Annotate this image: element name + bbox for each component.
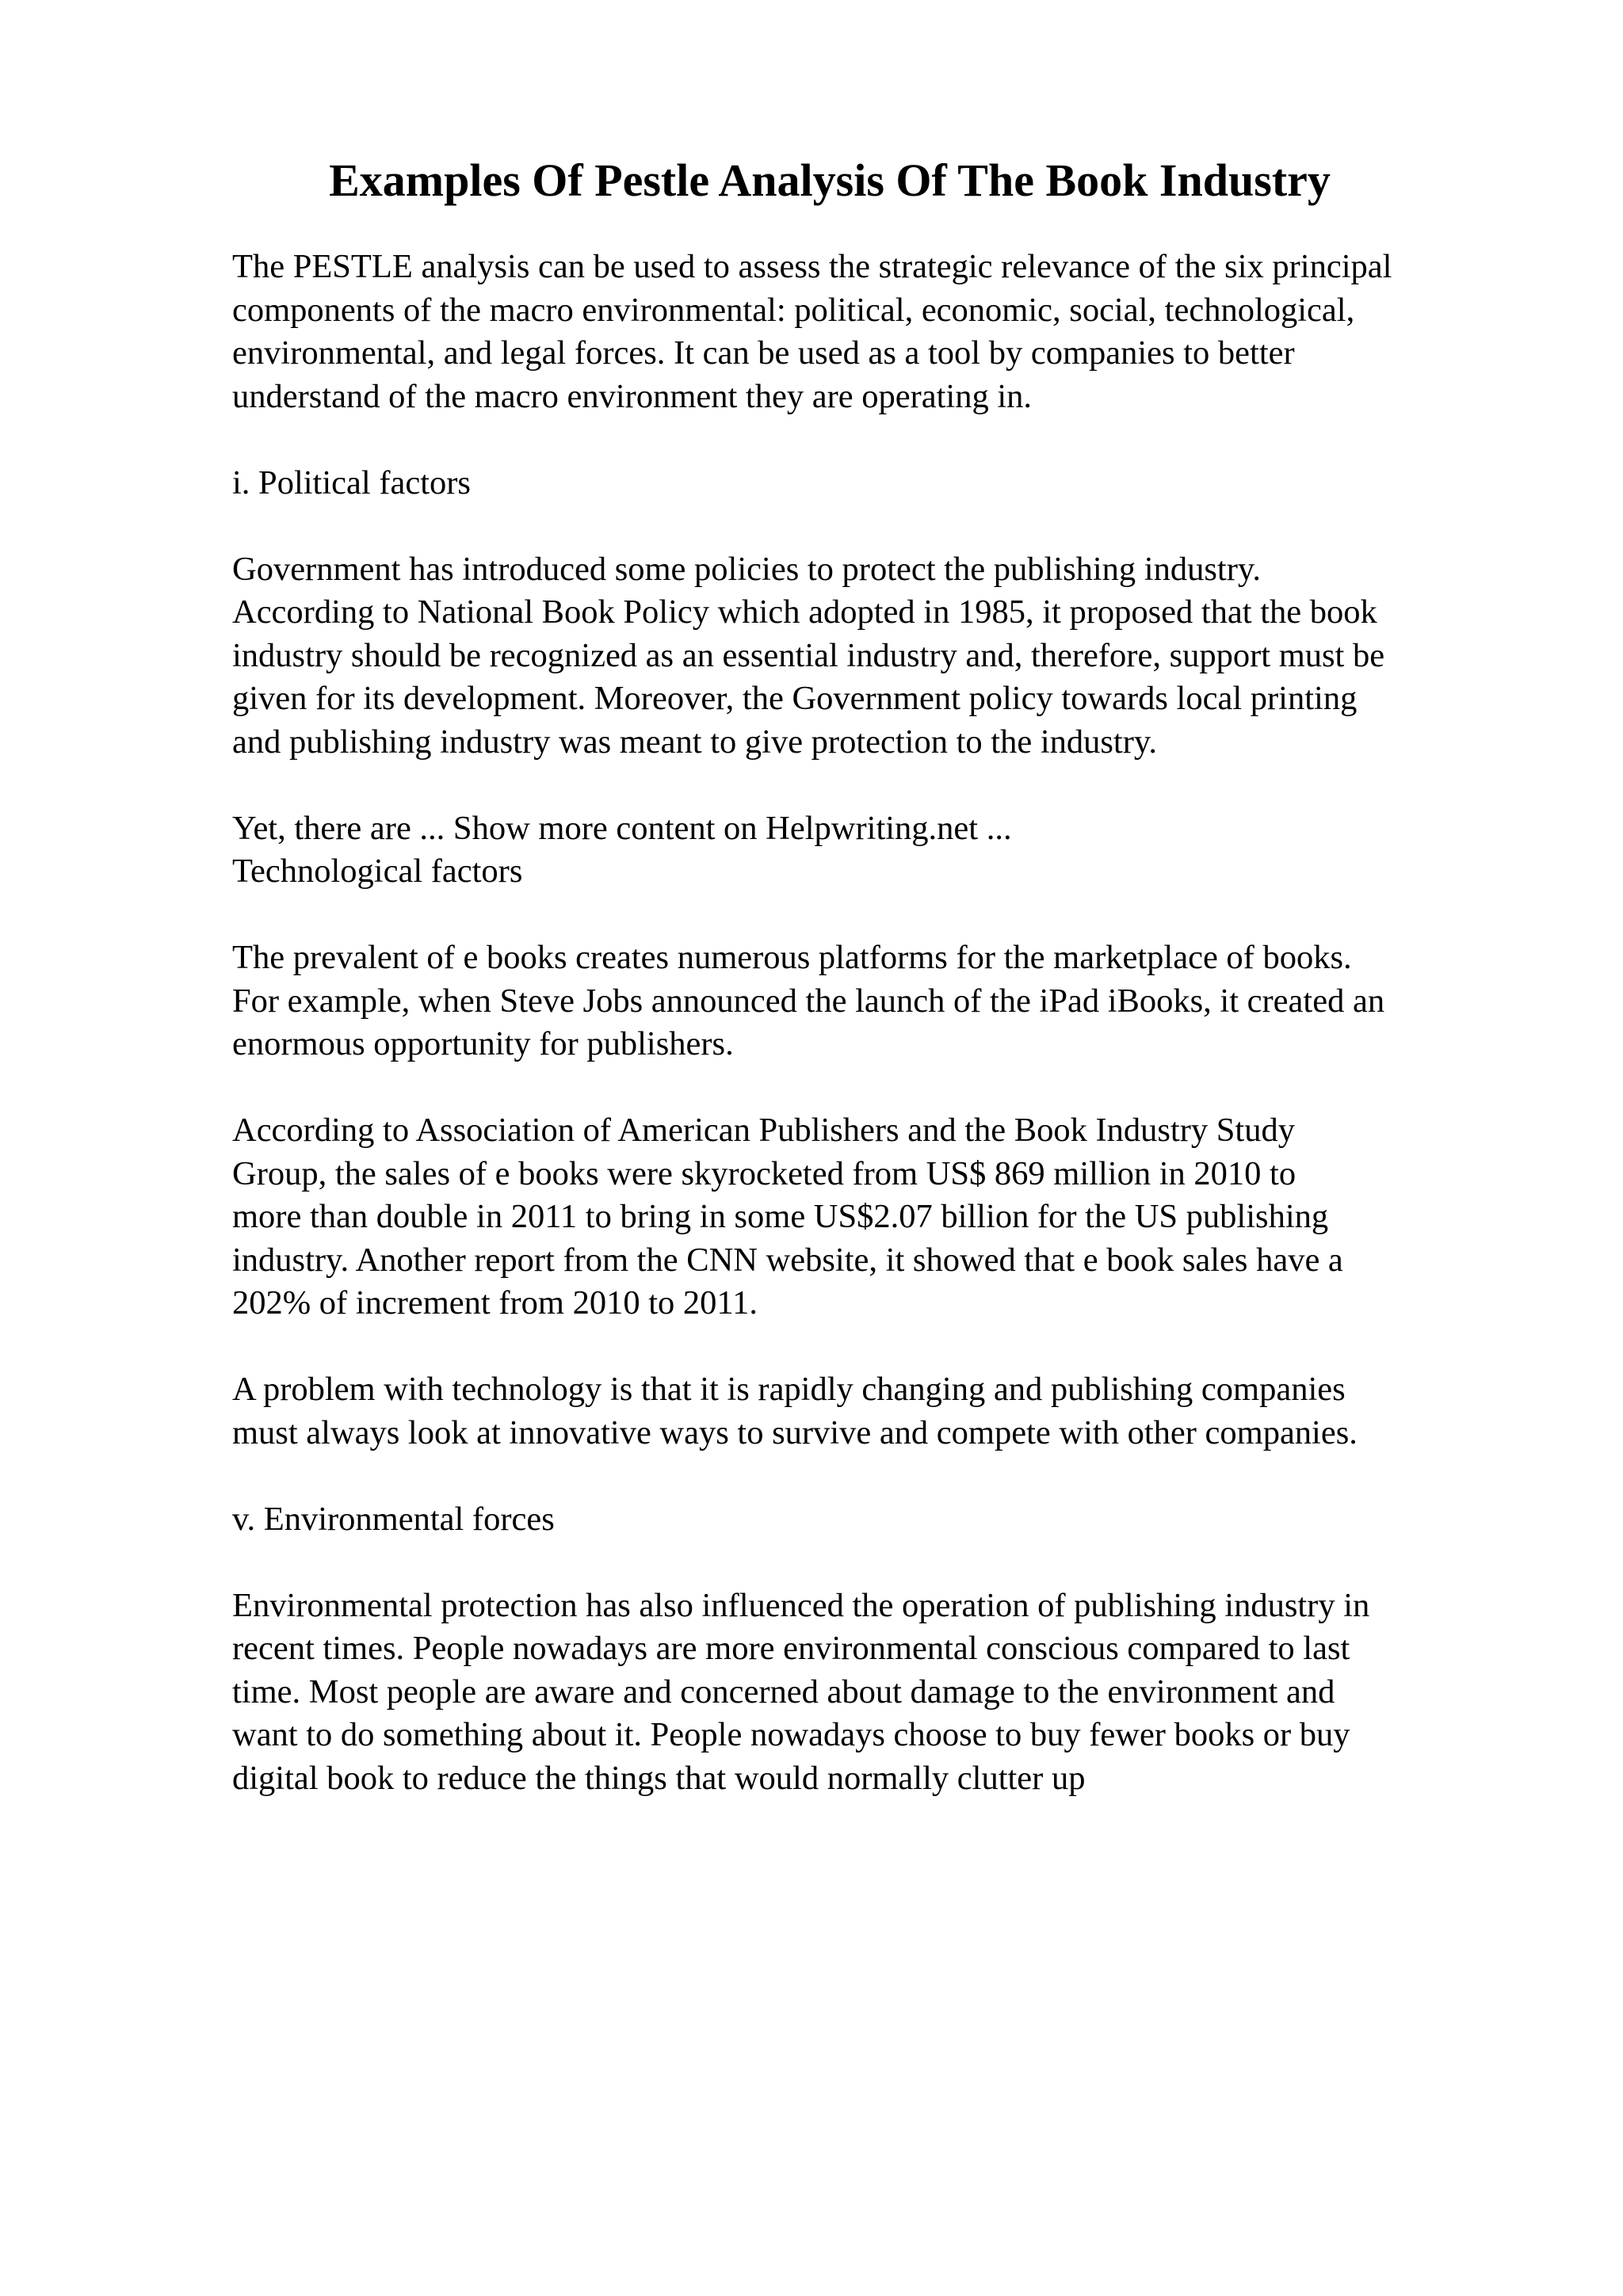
section-heading: i. Political factors [232, 463, 471, 502]
section-heading: v. Environmental forces [232, 1500, 555, 1538]
text-line: industry should be recognized as an essential industry and, therefore, support must be [232, 636, 1385, 674]
text-line: Group, the sales of e books were skyrocketed from US$ 869 million in 2010 to [232, 1154, 1296, 1192]
text-line: Government has introduced some policies to protect the publishing industry. [232, 550, 1261, 588]
paragraph-show-more [232, 807, 1532, 894]
show-more-text: Yet, there are ... Show more content on Helpwriting.net ... [232, 809, 1012, 847]
text-line: given for its development. Moreover, the Government policy towards local printing [232, 680, 1358, 717]
text-line: digital book to reduce the things that would normally clutter up [232, 1759, 1086, 1797]
text-line: must always look at innovative ways to survive and compete with other companies. [232, 1413, 1358, 1451]
text-line: According to National Book Policy which adopted in 1985, it proposed that the book [232, 593, 1377, 631]
text-line: understand of the macro environment they are operating in. [232, 377, 1033, 415]
text-line: more than double in 2011 to bring in some US$2.07 billion for the US publishing [232, 1198, 1329, 1235]
heading-environmental-forces [232, 1498, 1532, 1542]
heading-political-factors [232, 462, 1532, 505]
paragraph-technological-ebooks [232, 936, 1532, 1066]
text-line: components of the macro environmental: political, economic, social, technological, [232, 291, 1355, 329]
paragraph-environmental [232, 1585, 1532, 1801]
text-line: industry. Another report from the CNN website, it showed that e book sales have a [232, 1241, 1343, 1279]
paragraph-political [232, 548, 1532, 765]
text-line: and publishing industry was meant to give protection to the industry. [232, 723, 1158, 761]
paragraph-technological-problem [232, 1368, 1532, 1455]
text-line: enormous opportunity for publishers. [232, 1025, 734, 1062]
text-line: The prevalent of e books creates numerous platforms for the marketplace of books. [232, 939, 1352, 976]
paragraph-technological-sales [232, 1109, 1532, 1325]
document-body [232, 246, 1532, 1800]
document-title: Examples Of Pestle Analysis Of The Book Industry [329, 154, 1331, 206]
text-line: The PESTLE analysis can be used to assess the strategic relevance of the six principal [232, 248, 1392, 285]
paragraph-intro [232, 246, 1532, 418]
text-line: time. Most people are aware and concerned about damage to the environment and [232, 1672, 1335, 1711]
text-line: According to Association of American Publishers and the Book Industry Study [232, 1112, 1295, 1149]
text-line: For example, when Steve Jobs announced the launch of the iPad iBooks, it created an [232, 982, 1385, 1020]
text-line: want to do something about it. People nowadays choose to buy fewer books or buy [232, 1716, 1350, 1753]
text-line: environmental, and legal forces. It can be used as a tool by companies to better [232, 334, 1295, 372]
text-line: recent times. People nowadays are more environmental conscious compared to last [232, 1630, 1350, 1667]
text-line: A problem with technology is that it is rapidly changing and publishing companies [232, 1371, 1346, 1408]
section-heading: Technological factors [232, 852, 523, 890]
text-line: Environmental protection has also influenced the operation of publishing industry in [232, 1586, 1370, 1624]
text-line: 202% of increment from 2010 to 2011. [232, 1284, 758, 1322]
